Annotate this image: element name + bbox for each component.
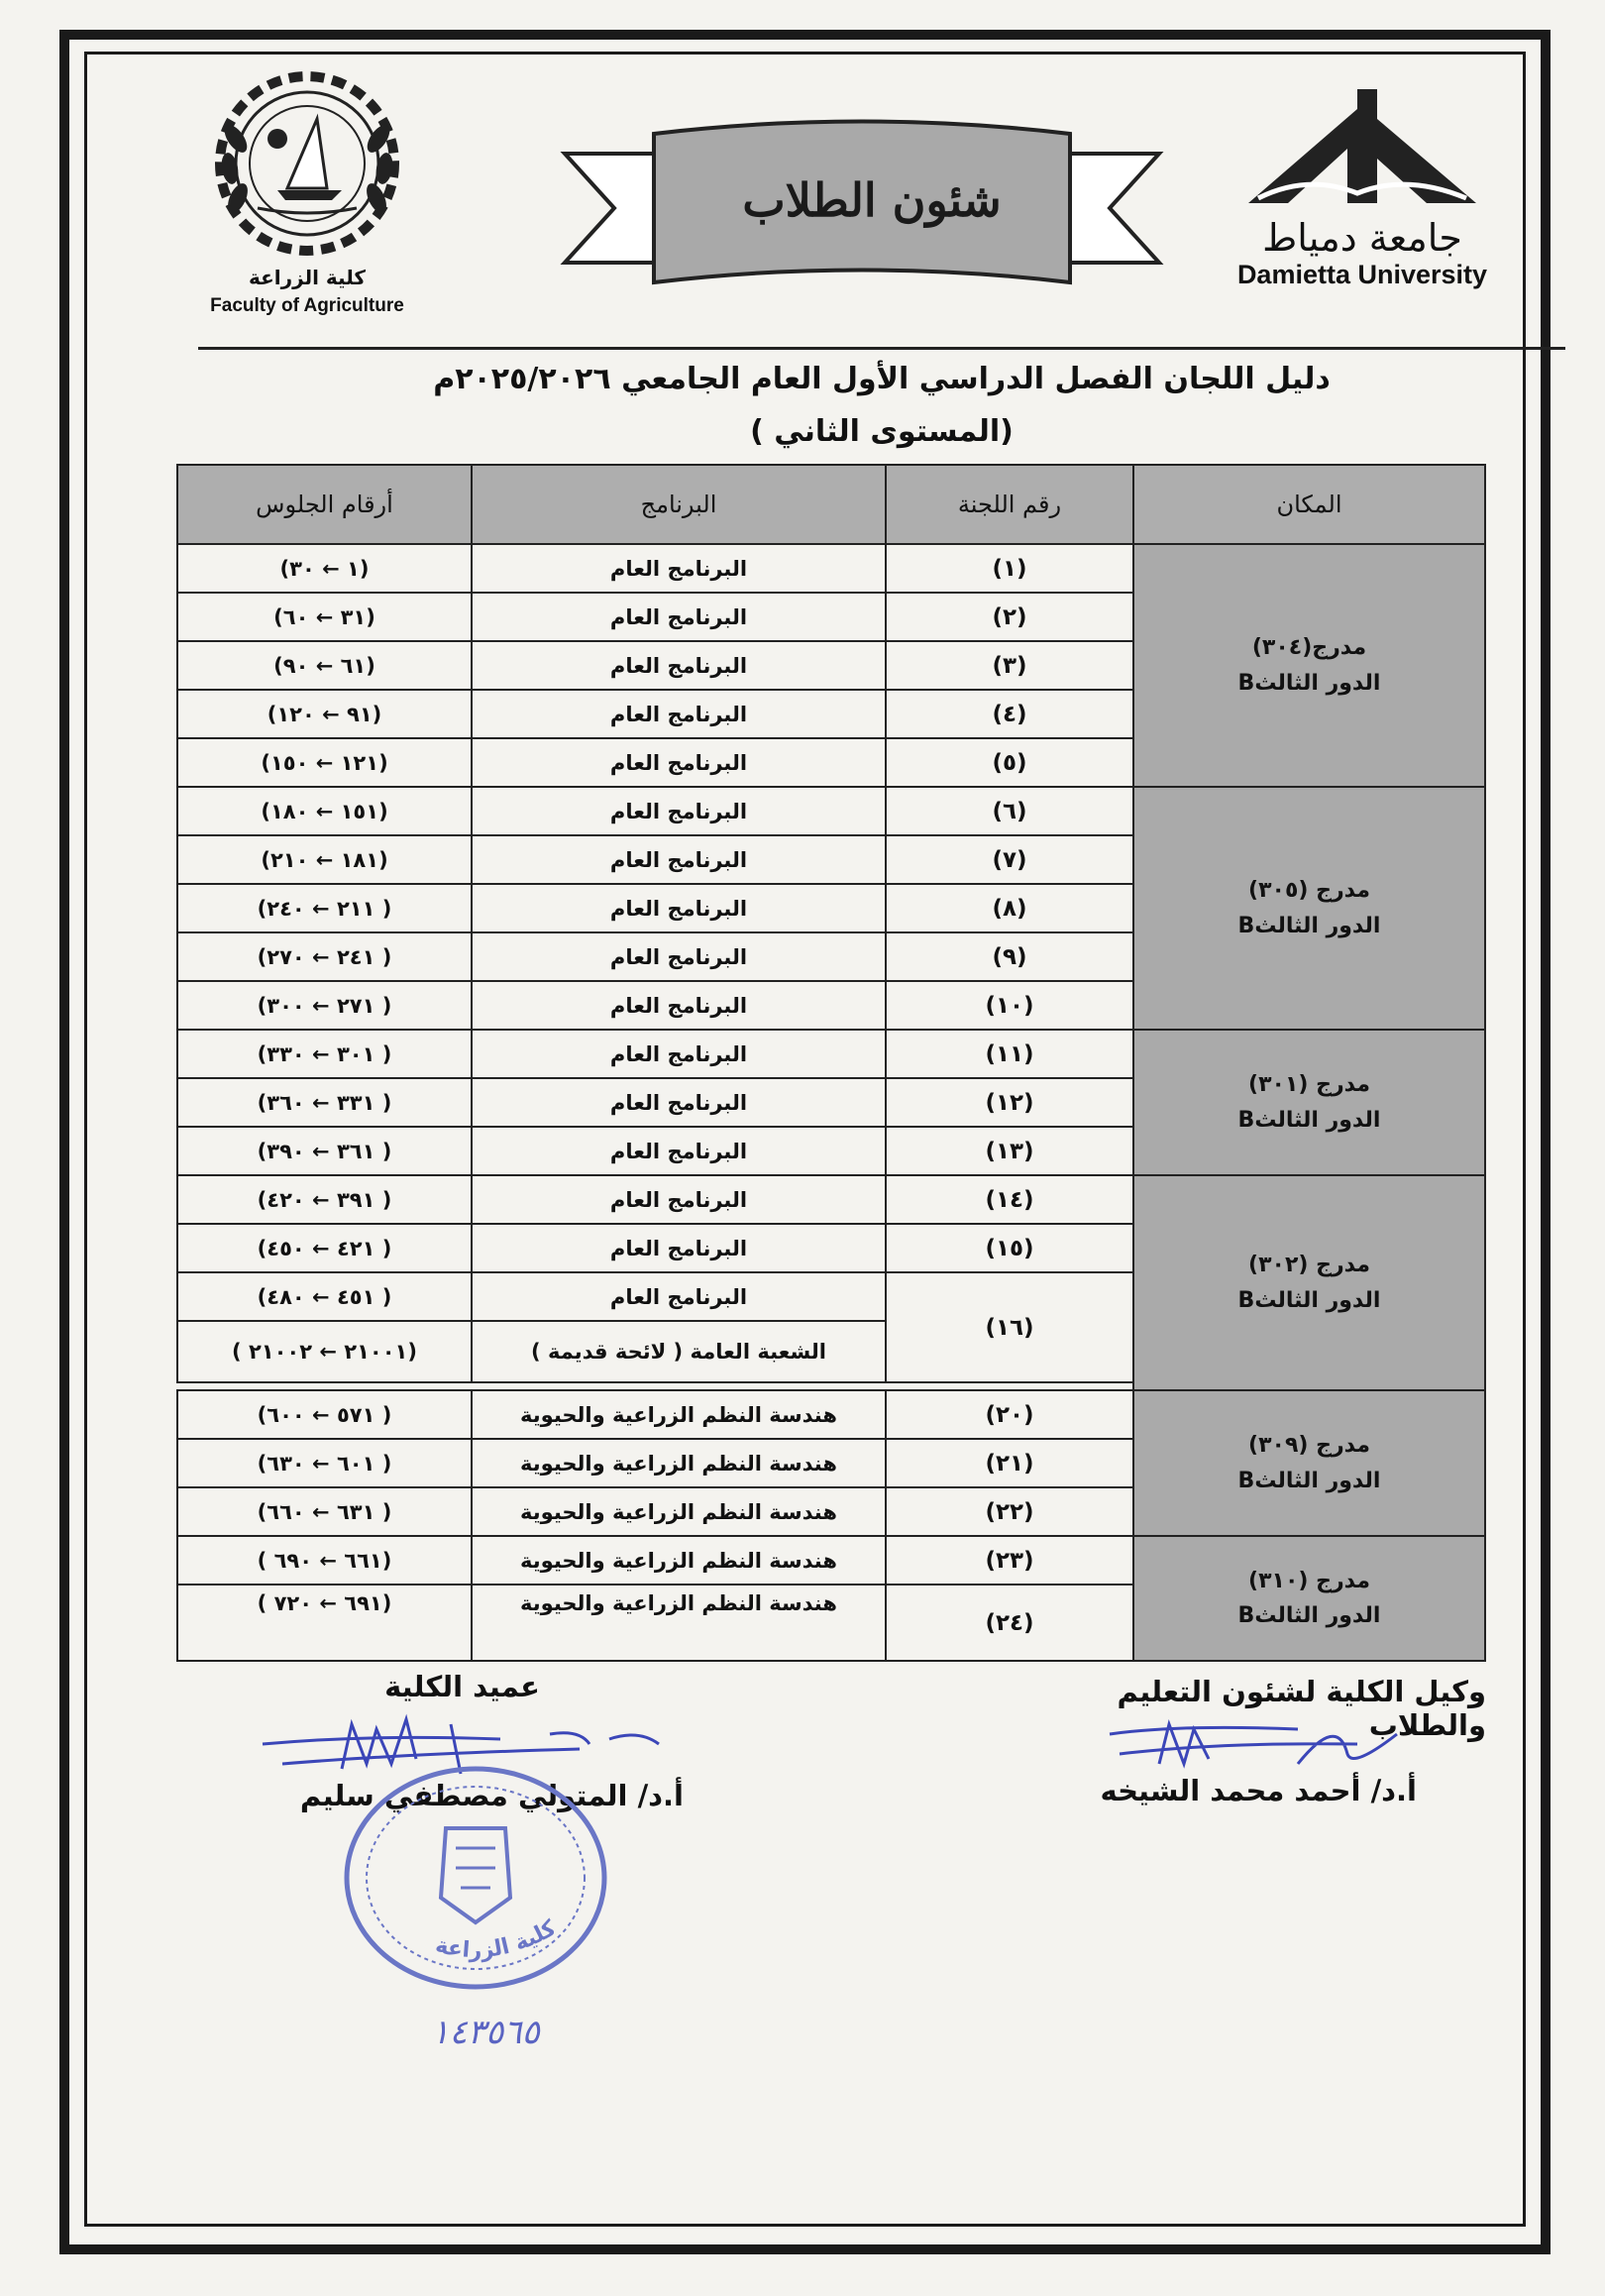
table-row [177,1390,1485,1439]
faculty-of-agriculture-logo [178,69,436,327]
seat-range-cell: ( ٤٥١ ← ٤٨٠) [177,1272,472,1321]
committee-cell: (١٥) [886,1224,1133,1272]
header-location: المكان [1133,465,1485,544]
program-cell: البرنامج العام [472,1272,886,1321]
seat-range-cell: ( ٢١١ ← ٢٤٠) [177,884,472,932]
program-cell: هندسة النظم الزراعية والحيوية [472,1585,886,1661]
program-cell: البرنامج العام [472,981,886,1030]
seat-range-cell: ( ٣٩١ ← ٤٢٠) [177,1175,472,1224]
location-cell: مدرج(٣٠٤) الدور الثالثB [1133,544,1485,787]
committee-cell: (١٠) [886,981,1133,1030]
program-cell: البرنامج العام [472,593,886,641]
program-cell: البرنامج العام [472,1030,886,1078]
header-program: البرنامج [472,465,886,544]
table-row [177,1175,1485,1224]
table-row [177,1536,1485,1585]
vice-dean-name: أ.د/ أحمد محمد الشيخه [1100,1774,1417,1807]
uni-logo-arabic-text: جامعة دمياط [1262,216,1462,260]
dean-title: عميد الكلية [384,1670,540,1703]
program-cell: البرنامج العام [472,932,886,981]
committee-cell: (٧) [886,835,1133,884]
committee-cell: (١٤) [886,1175,1133,1224]
seat-range-cell: (٩١ ← ١٢٠) [177,690,472,738]
faculty-stamp [337,1759,614,1997]
handwritten-reference-number [396,2002,575,2061]
seat-range-cell: (٦٦١ ← ٦٩٠ ) [177,1536,472,1585]
location-cell: مدرج (٣٠٥) الدور الثالثB [1133,787,1485,1030]
committees-table [176,464,1486,1662]
vice-dean-title: وكيل الكلية لشئون التعليم والطلاب [1117,1675,1486,1742]
university-emblem-icon [1229,79,1496,218]
seat-range-cell: ( ٣٣١ ← ٣٦٠) [177,1078,472,1127]
eagle-seal-icon [337,1759,614,1997]
seat-range-cell: ( ٣٠١ ← ٣٣٠) [177,1030,472,1078]
program-cell: البرنامج العام [472,544,886,593]
location-cell: مدرج (٣٠٩) الدور الثالثB [1133,1390,1485,1536]
student-affairs-banner [505,114,1219,302]
committee-cell: (٨) [886,884,1133,932]
committee-cell: (٢٣) [886,1536,1133,1585]
uni-logo-english-text: Damietta University [1236,260,1488,289]
program-cell: البرنامج العام [472,884,886,932]
table-row [177,1030,1485,1078]
document-subtitle: (المستوى الثاني ) [750,414,1014,449]
seat-range-cell: ( ٥٧١ ← ٦٠٠) [177,1390,472,1439]
program-cell: البرنامج العام [472,1175,886,1224]
committee-cell: (١٢) [886,1078,1133,1127]
seat-range-cell: ( ٣٦١ ← ٣٩٠) [177,1127,472,1175]
committee-cell: (٢٢) [886,1487,1133,1536]
program-cell: البرنامج العام [472,738,886,787]
seat-range-cell: ( ٦٠١ ← ٦٣٠) [177,1439,472,1487]
program-cell: الشعبة العامة ( لائحة قديمة ) [472,1321,886,1382]
table-header-row [177,465,1485,544]
seat-range-cell: ( ٢٧١ ← ٣٠٠) [177,981,472,1030]
committee-cell: (٥) [886,738,1133,787]
seat-range-cell: (١٨١ ← ٢١٠) [177,835,472,884]
program-cell: هندسة النظم الزراعية والحيوية [472,1487,886,1536]
agri-logo-arabic-text: كلية الزراعة [248,266,367,289]
table-row [177,787,1485,835]
header-committee-number: رقم اللجنة [886,465,1133,544]
committee-cell: (٢١) [886,1439,1133,1487]
svg-text:كلية الزراعة [433,1915,561,1963]
agri-logo-english-text: Faculty of Agriculture [210,295,404,316]
spacer-cell [177,1382,1133,1390]
committee-cell: (١١) [886,1030,1133,1078]
committee-cell: (١٦) [886,1272,1133,1382]
program-cell: هندسة النظم الزراعية والحيوية [472,1439,886,1487]
program-cell: البرنامج العام [472,787,886,835]
program-cell: البرنامج العام [472,1078,886,1127]
banner-title: شئون الطلاب [742,173,1002,227]
program-cell: هندسة النظم الزراعية والحيوية [472,1536,886,1585]
committee-cell: (١) [886,544,1133,593]
seat-range-cell: (٢١٠٠١ ← ٢١٠٠٢ ) [177,1321,472,1382]
seat-range-cell: ( ٤٢١ ← ٤٥٠) [177,1224,472,1272]
seat-range-cell: (٦٩١ ← ٧٢٠ ) [177,1585,472,1661]
table-row [177,544,1485,593]
committee-cell: (٩) [886,932,1133,981]
document-title: دليل اللجان الفصل الدراسي الأول العام الجامعي ٢٠٢٥/٢٠٢٦م [433,362,1331,396]
dean-name: أ.د/ المتولي مصطفي سليم [299,1779,684,1812]
program-cell: البرنامج العام [472,641,886,690]
seat-range-cell: (١٥١ ← ١٨٠) [177,787,472,835]
gear-emblem-icon [178,69,436,268]
seat-range-cell: ( ٦٣١ ← ٦٦٠) [177,1487,472,1536]
seat-range-cell: ( ٢٤١ ← ٢٧٠) [177,932,472,981]
header-seat-numbers: أرقام الجلوس [177,465,472,544]
program-cell: البرنامج العام [472,690,886,738]
program-cell: البرنامج العام [472,1127,886,1175]
committee-cell: (١٣) [886,1127,1133,1175]
seat-range-cell: (١٢١ ← ١٥٠) [177,738,472,787]
vice-dean-signature [1100,1704,1427,1784]
seat-range-cell: (٣١ ← ٦٠) [177,593,472,641]
committee-cell: (٢٠) [886,1390,1133,1439]
committee-cell: (٢٤) [886,1585,1133,1661]
location-cell: مدرج (٣٠١) الدور الثالثB [1133,1030,1485,1175]
stamp-text: كلية الزراعة [432,1915,561,1964]
program-cell: البرنامج العام [472,835,886,884]
damietta-university-logo [1229,79,1496,297]
seat-range-cell: (١ ← ٣٠) [177,544,472,593]
committee-cell: (٢) [886,593,1133,641]
seat-range-cell: (٦١ ← ٩٠) [177,641,472,690]
location-cell: مدرج (٣١٠) الدور الثالثB [1133,1536,1485,1661]
program-cell: البرنامج العام [472,1224,886,1272]
header-divider [198,347,1565,350]
committee-cell: (٦) [886,787,1133,835]
handwritten-number-text: ١٤٣٥٦٥ [431,2013,540,2052]
committee-cell: (٤) [886,690,1133,738]
location-cell: مدرج (٣٠٢) الدور الثالثB [1133,1175,1485,1390]
committee-cell: (٣) [886,641,1133,690]
program-cell: هندسة النظم الزراعية والحيوية [472,1390,886,1439]
